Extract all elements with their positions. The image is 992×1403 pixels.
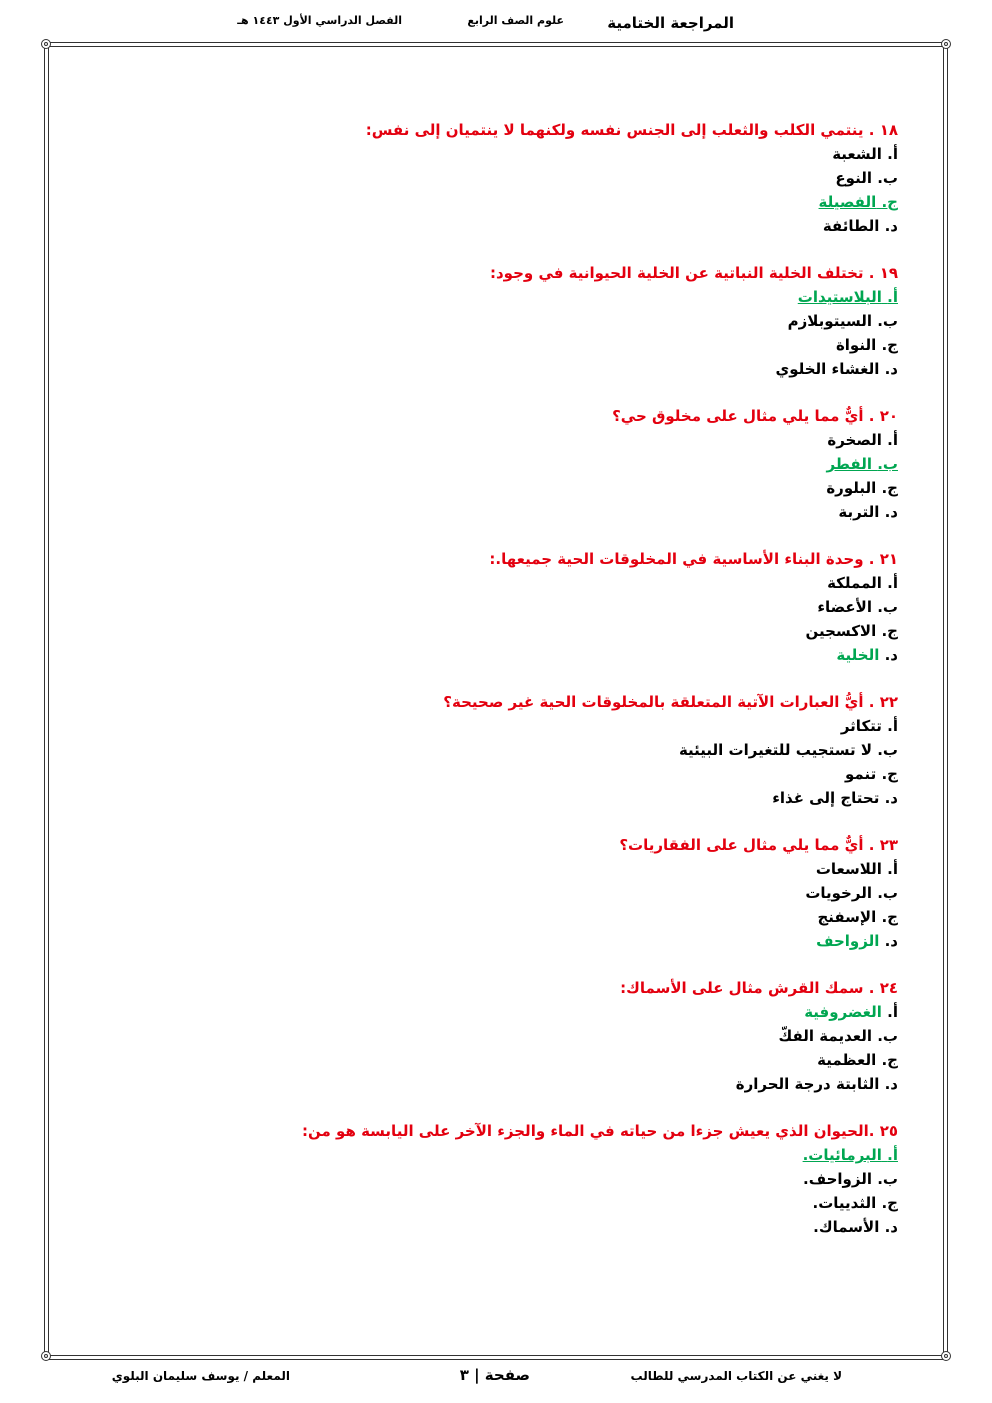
option-c: ج. الاكسجين	[805, 622, 898, 640]
option-d-correct: د. الخلية	[836, 646, 898, 664]
header-term: الفصل الدراسي الأول ١٤٤٣ هـ	[237, 14, 402, 27]
corner-ornament-icon	[941, 1351, 951, 1361]
option-a: أ. اللاسعات	[815, 860, 898, 878]
question-text: ٢١ . وحدة البناء الأساسية في المخلوقات الحية جميعها.:	[489, 550, 898, 568]
option-d-correct: د. الزواحف	[816, 932, 898, 950]
option-c: ج. النواة	[835, 336, 898, 354]
questions-list	[278, 118, 898, 1262]
page-header	[0, 10, 992, 38]
question-20	[278, 404, 898, 524]
option-a-correct: أ. البرمائيات.	[802, 1146, 898, 1164]
option-a: أ. الصخرة	[827, 431, 898, 449]
option-b: ب. العديمة الفكّ	[778, 1027, 898, 1045]
page-footer	[0, 1364, 992, 1394]
option-b: ب. الزواحف.	[803, 1170, 898, 1188]
option-d: د. الطائفة	[822, 217, 898, 235]
option-a-correct: أ. البلاستيدات	[797, 288, 898, 306]
option-c: ج. الثدييات.	[812, 1194, 898, 1212]
option-a: أ. الشعبة	[832, 145, 898, 163]
corner-ornament-icon	[41, 39, 51, 49]
option-d: د. الأسماك.	[813, 1218, 898, 1236]
question-text: ٢٢ . أيُّ العبارات الآتية المتعلقة بالمخلوقات الحية غير صحيحة؟	[443, 693, 898, 711]
option-b: ب. النوع	[835, 169, 898, 187]
option-c: ج. البلورة	[826, 479, 898, 497]
option-c: ج. العظمية	[817, 1051, 898, 1069]
option-a: أ. المملكة	[827, 574, 898, 592]
header-title: المراجعة الختامية	[607, 14, 734, 32]
option-b: ب. الرخويات	[805, 884, 898, 902]
question-text: ٢٣ . أيٌّ مما يلي مثال على الفقاريات؟	[619, 836, 898, 854]
question-text: ٢٥ .الحيوان الذي يعيش جزءا من حياته في الماء والجزء الآخر على اليابسة هو من:	[302, 1122, 898, 1140]
option-a: أ. تتكاثر	[840, 717, 898, 735]
option-b: ب. الأعضاء	[817, 598, 898, 616]
option-a-correct: أ. الغضروفية	[804, 1003, 898, 1021]
corner-ornament-icon	[41, 1351, 51, 1361]
question-25	[278, 1119, 898, 1239]
question-23	[278, 833, 898, 953]
footer-note: لا يغني عن الكتاب المدرسي للطالب	[630, 1369, 842, 1383]
option-d: د. الثابتة درجة الحرارة	[735, 1075, 898, 1093]
option-b: ب. السيتوبلازم	[787, 312, 898, 330]
question-24	[278, 976, 898, 1096]
option-c-correct: ج. الفصيلة	[818, 193, 898, 211]
option-d: د. التربة	[838, 503, 898, 521]
page-number: صفحة | ٣	[459, 1366, 530, 1384]
header-subject: علوم الصف الرابع	[467, 14, 564, 27]
question-18	[278, 118, 898, 238]
option-d: د. تحتاج إلى غذاء	[772, 789, 898, 807]
question-text: ٢٤ . سمك القرش مثال على الأسماك:	[620, 979, 898, 997]
option-c: ج. الإسفنج	[817, 908, 898, 926]
question-22	[278, 690, 898, 810]
question-text: ١٩ . تختلف الخلية النباتية عن الخلية الحيوانية في وجود:	[489, 264, 898, 282]
question-text: ١٨ . ينتمي الكلب والثعلب إلى الجنس نفسه ولكنهما لا ينتميان إلى نفس:	[365, 121, 898, 139]
corner-ornament-icon	[941, 39, 951, 49]
option-c: ج. تنمو	[845, 765, 898, 783]
question-text: ٢٠ . أيٌّ مما يلي مثال على مخلوق حي؟	[612, 407, 898, 425]
option-b: ب. لا تستجيب للتغيرات البيئية	[678, 741, 898, 759]
question-21	[278, 547, 898, 667]
option-b-correct: ب. الفطر	[826, 455, 898, 473]
footer-teacher: المعلم / يوسف سليمان البلوي	[111, 1369, 290, 1383]
question-19	[278, 261, 898, 381]
option-d: د. الغشاء الخلوي	[775, 360, 898, 378]
